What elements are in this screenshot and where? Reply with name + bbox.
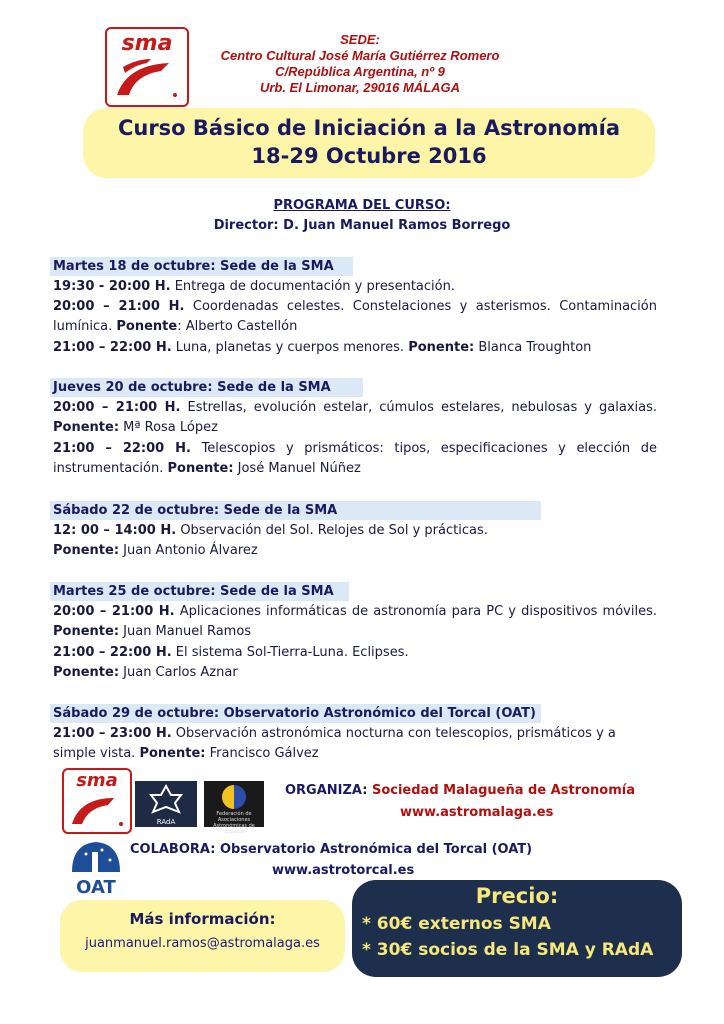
price-line: * 30€ socios de la SMA y RAdA [362,940,654,960]
course-dates: 18-29 Octubre 2016 [251,144,487,168]
info-title: Más información: [129,910,276,928]
colabora-value: Observatorio Astronómica del Torcal (OAT) [219,842,533,857]
sma-logo-small [62,768,132,834]
price-line: * 60€ externos SMA [362,914,551,934]
sede-line: Centro Cultural José María Gutiérrez Romero [220,48,500,63]
organiza-label: ORGANIZA: [285,783,368,798]
sma-logo-text: sma [76,770,118,791]
schedule-item: 21:00 – 22:00 H. Telescopios y prismáticos: tipos, especificaciones y elección de instrumentación. Ponente: José Manuel Núñez [53,441,657,476]
course-title: Curso Básico de Iniciación a la Astronomía [117,116,621,140]
sede-line: C/República Argentina, nº 9 [275,64,445,79]
program-heading: PROGRAMA DEL CURSO: [273,198,451,213]
colabora-url[interactable]: www.astrotorcal.es [272,863,415,878]
schedule-item: 12: 00 – 14:00 H. Observación del Sol. Relojes de Sol y prácticas. Ponente: Juan Antonio Álvarez [53,523,488,558]
schedule-item: 20:00 – 21:00 H. Coordenadas celestes. Constelaciones y asterismos. Contaminación lumínica. Ponente: Alberto Castellón [53,299,657,334]
schedule-item: 19:30 - 20:00 H. Entrega de documentación y presentación. [53,279,455,294]
sma-swoosh-icon [107,29,187,105]
svg-text:RAdA: RAdA [156,818,176,826]
sede-line: Urb. El Limonar, 29016 MÁLAGA [259,80,461,95]
info-email[interactable]: juanmanuel.ramos@astromalaga.es [85,936,320,951]
sma-logo [105,27,189,107]
day-header: Martes 25 de octubre: Sede de la SMA [50,582,349,601]
price-title: Precio: [475,884,559,908]
day-header: Jueves 20 de octubre: Sede de la SMA [50,378,363,397]
rada-star-icon [135,781,197,827]
colabora-line [130,842,532,857]
schedule-item: 21:00 – 23:00 H. Observación astronómica nocturna con telescopios, prismáticos y a simple vista. Ponente: Francisco Gálvez [53,726,616,761]
day-header: Martes 18 de octubre: Sede de la SMA [50,257,353,276]
day-header: Sábado 29 de octubre: Observatorio Astronómico del Torcal (OAT) [50,704,541,723]
schedule-item: 20:00 – 21:00 H. Estrellas, evolución estelar, cúmulos estelares, nebulosas y galaxias. Ponente: Mª Rosa López [53,400,657,435]
sede-address [200,32,520,96]
colabora-label: COLABORA: [130,842,216,857]
observatory-dome-icon [66,838,126,896]
federation-logo [204,781,264,835]
svg-text:OAT: OAT [76,877,116,896]
schedule-item: 21:00 – 22:00 H. El sistema Sol-Tierra-Luna. Eclipses. Ponente: Juan Carlos Aznar [53,645,409,680]
price-box [352,880,682,977]
organiza-value: Sociedad Malagueña de Astronomía [371,783,635,798]
schedule-item: 21:00 – 22:00 H. Luna, planetas y cuerpos menores. Ponente: Blanca Troughton [53,340,592,355]
oat-logo [66,838,126,896]
day-header: Sábado 22 de octubre: Sede de la SMA [50,501,541,520]
course-title-box [83,108,655,178]
info-box [60,900,345,972]
sede-label: SEDE: [340,32,380,47]
sma-swoosh-icon [64,770,130,832]
organiza-url[interactable]: www.astromalaga.es [400,805,554,820]
director-line: Director: D. Juan Manuel Ramos Borrego [213,218,511,233]
sma-logo-text: sma [121,31,173,56]
schedule-item: 20:00 – 21:00 H. Aplicaciones informáticas de astronomía para PC y dispositivos móviles. Ponente: Juan Manuel Ramos [53,604,657,639]
organiza-line [285,783,635,798]
federation-text: Federación de Asociaciones Astronómicas de España [213,811,255,835]
rada-logo [135,781,197,827]
